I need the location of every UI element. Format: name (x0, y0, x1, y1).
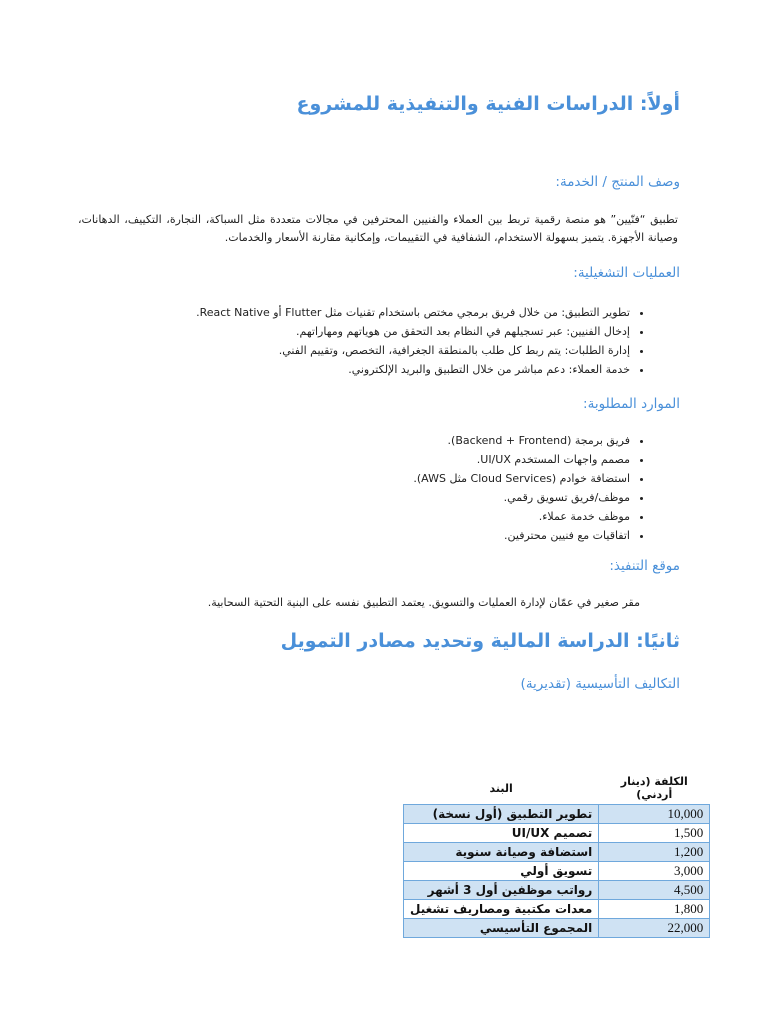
list-item: • إدارة الطلبات: يتم ربط كل طلب بالمنطقة الجغرافية، التخصص، وتقييم الفني. (196, 341, 630, 360)
item-cell: استضافة وصيانة سنوية (404, 843, 599, 862)
table-row (404, 824, 710, 843)
section1-title: أولاً: الدراسات الفنية والتنفيذية للمشروع (296, 93, 680, 115)
table-row (404, 843, 710, 862)
list-item: • موظف/فريق تسويق رقمي. (413, 488, 630, 507)
list-item: • اتفاقيات مع فنيين محترفين. (413, 526, 630, 545)
total-item-cell: المجموع التأسيسي (404, 919, 599, 938)
cost-cell: 1,500 (599, 824, 710, 843)
list-item: • إدخال الفنيين: عبر تسجيلهم في النظام بعد التحقق من هوياتهم ومهاراتهم. (196, 322, 630, 341)
product-heading: وصف المنتج / الخدمة: (555, 174, 680, 190)
cost-cell: 4,500 (599, 881, 710, 900)
list-item: • خدمة العملاء: دعم مباشر من خلال التطبيق والبريد الإلكتروني. (196, 360, 630, 379)
item-cell: تصميم UI/UX (404, 824, 599, 843)
cost-cell: 1,200 (599, 843, 710, 862)
item-column-header: البند (489, 781, 513, 795)
item-cell: رواتب موظفين أول 3 أشهر (404, 881, 599, 900)
list-item: • استضافة خوادم (Cloud Services مثل AWS). (413, 469, 630, 488)
cost-cell: 10,000 (599, 805, 710, 824)
table-total-row (404, 919, 710, 938)
item-cell: تطوير التطبيق (أول نسخة) (404, 805, 599, 824)
item-cell: معدات مكتبية ومصاريف تشغيل (404, 900, 599, 919)
table-row (404, 862, 710, 881)
resources-list (413, 431, 648, 545)
section2-title: ثانيًا: الدراسة المالية وتحديد مصادر التمويل (280, 630, 680, 652)
list-item: • فريق برمجة (Backend + Frontend). (413, 431, 630, 450)
table-row (404, 881, 710, 900)
resources-heading: الموارد المطلوبة: (583, 396, 680, 412)
costs-subheading: التكاليف التأسيسية (تقديرية) (520, 676, 680, 692)
list-item: • تطوير التطبيق: من خلال فريق برمجي مختص باستخدام تقنيات مثل Flutter أو React Native. (196, 303, 630, 322)
total-cost-cell: 22,000 (599, 919, 710, 938)
table-row (404, 805, 710, 824)
table-row (404, 900, 710, 919)
operations-heading: العمليات التشغيلية: (573, 265, 680, 281)
list-item: • موظف خدمة عملاء. (413, 507, 630, 526)
location-heading: موقع التنفيذ: (609, 558, 680, 574)
location-description: مقر صغير في عمّان لإدارة العمليات والتسويق. يعتمد التطبيق نفسه على البنية التحتية السحابية. (207, 596, 640, 609)
cost-cell: 1,800 (599, 900, 710, 919)
table-header-row (404, 772, 710, 805)
operations-list (196, 303, 648, 379)
list-item: • مصمم واجهات المستخدم UI/UX. (413, 450, 630, 469)
product-description: تطبيق “فنّيين” هو منصة رقمية تربط بين العملاء والفنيين المحترفين في مجالات متعددة مثل السباكة، النجارة، التكييف، الدهانات، وصيانة الأجهزة. يتميز بسهولة الاستخدام، الشفافية في التقييمات، وإمكانية مقارنة الأسعار والخدمات. (78, 213, 678, 244)
item-cell: تسويق أولي (404, 862, 599, 881)
cost-column-header: الكلفة (دينار أردني) (620, 775, 688, 801)
startup-costs-table (403, 772, 710, 938)
cost-cell: 3,000 (599, 862, 710, 881)
